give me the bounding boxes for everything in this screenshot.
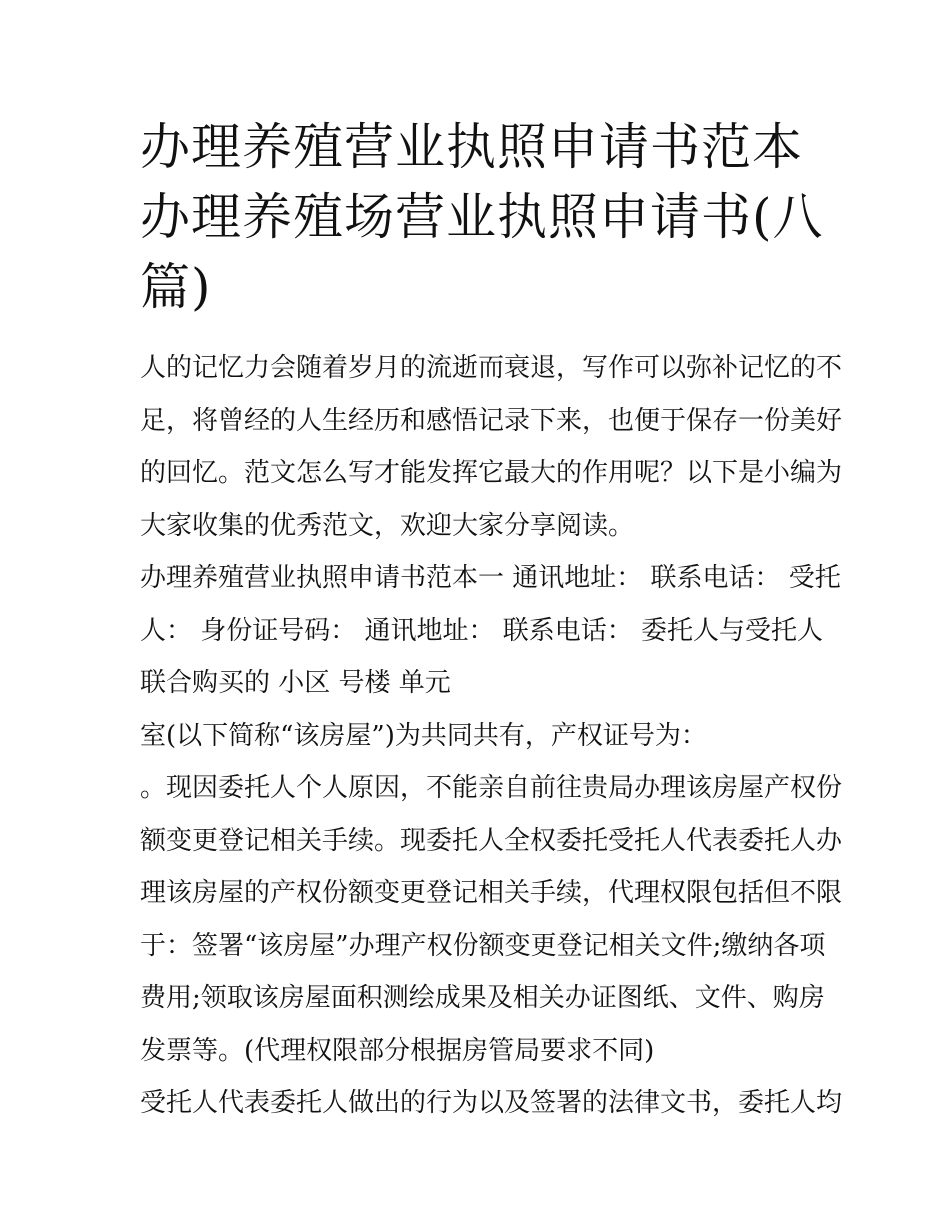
body-line: 大家收集的优秀范文，欢迎大家分享阅读。	[140, 510, 635, 541]
body-line: 的回忆。范文怎么写才能发挥它最大的作用呢？以下是小编为	[140, 458, 843, 488]
body-line: 足，将曾经的人生经历和感悟记录下来，也便于保存一份美好	[140, 405, 843, 436]
title-line: 篇)	[140, 258, 212, 316]
body-line: 受托人代表委托人做出的行为以及签署的法律文书，委托人均	[140, 1088, 843, 1118]
title-line: 办理养殖营业执照申请书范本	[140, 118, 803, 176]
body-line: 人： 身份证号码： 通讯地址： 联系电话： 委托人与受托人	[140, 615, 824, 646]
body-line: 办理养殖营业执照申请书范本一 通讯地址： 联系电话： 受托	[140, 563, 841, 593]
body-line: 费用;领取该房屋面积测绘成果及相关办证图纸、文件、购房	[140, 983, 825, 1013]
body-line: 人的记忆力会随着岁月的流逝而衰退，写作可以弥补记忆的不	[140, 353, 843, 383]
body-line: 。现因委托人个人原因，不能亲自前往贵局办理该房屋产权份	[140, 773, 843, 803]
body-line: 发票等。(代理权限部分根据房管局要求不同)	[140, 1035, 655, 1066]
body-line: 于：签署“该房屋”办理产权份额变更登记相关文件;缴纳各项	[140, 930, 826, 961]
body-line: 额变更登记相关手续。现委托人全权委托受托人代表委托人办	[140, 825, 843, 856]
document-content	[140, 112, 843, 1130]
body-line: 联合购买的 小区 号楼 单元	[140, 668, 451, 698]
document-title	[140, 112, 824, 322]
document-body	[140, 342, 843, 1130]
body-line: 室(以下简称“该房屋”)为共同共有，产权证号为：	[140, 720, 707, 751]
title-line: 办理养殖场营业执照申请书(八	[140, 188, 824, 246]
body-line: 理该房屋的产权份额变更登记相关手续，代理权限包括但不限	[140, 878, 843, 908]
